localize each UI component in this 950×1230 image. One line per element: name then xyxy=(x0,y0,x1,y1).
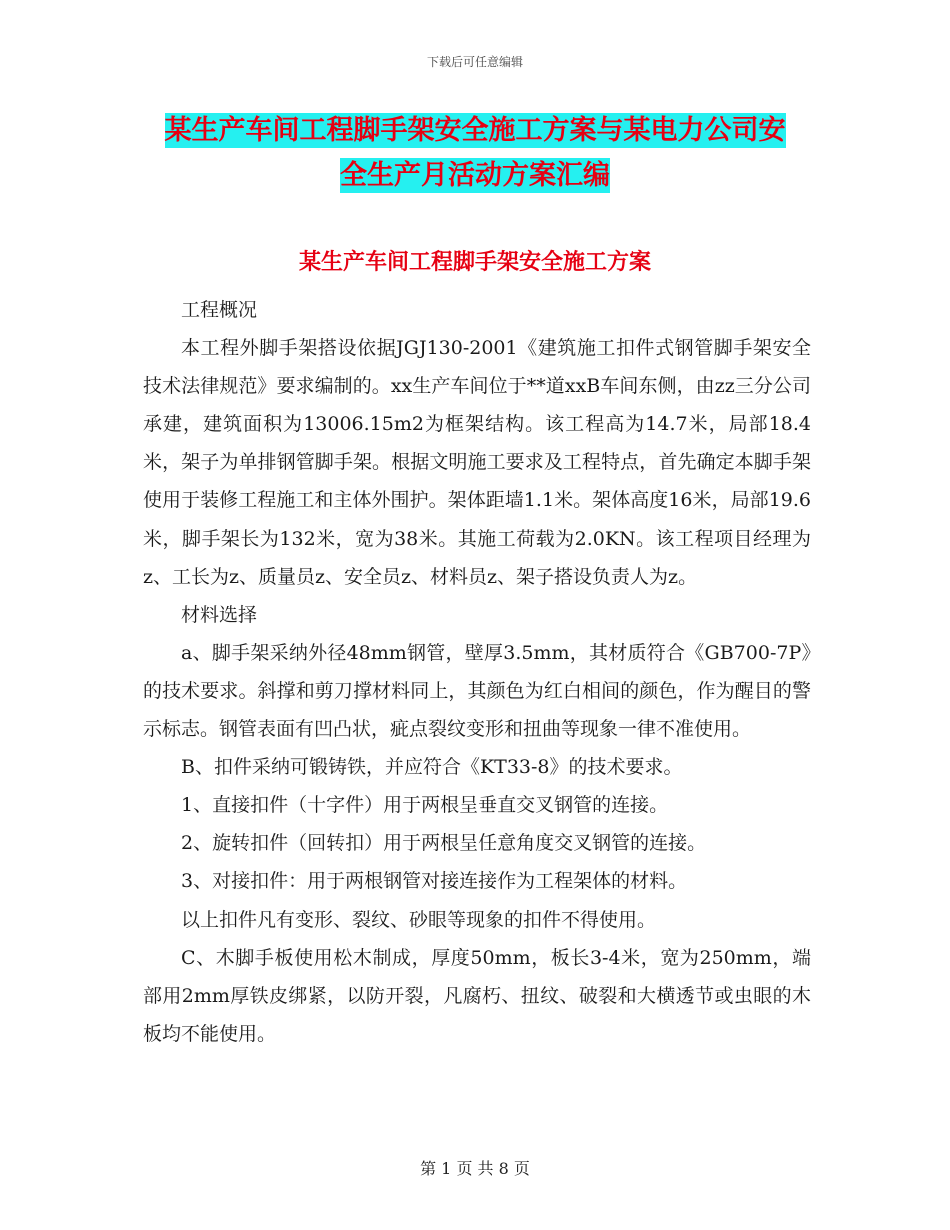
document-title-line-2 xyxy=(0,153,950,199)
title-highlight-2: 全生产月活动方案汇编 xyxy=(340,160,610,191)
paragraph: C、木脚手板使用松木制成，厚度50mm，板长3-4米，宽为250mm，端部用2mm厚铁皮绑紧，以防开裂，凡腐朽、扭纹、破裂和大横透节或虫眼的木板均不能使用。 xyxy=(143,946,811,1045)
paragraph: 1、直接扣件（十字件）用于两根呈垂直交叉钢管的连接。 xyxy=(181,794,669,817)
paragraph: B、扣件采纳可锻铸铁，并应符合《KT33-8》的技术要求。 xyxy=(181,756,683,779)
page-footer-pagination: 第 1 页 共 8 页 xyxy=(420,1159,530,1178)
section-title: 某生产车间工程脚手架安全施工方案 xyxy=(298,250,651,275)
document-title-line-1 xyxy=(0,108,950,154)
title-highlight-1: 某生产车间工程脚手架安全施工方案与某电力公司安 xyxy=(164,115,786,146)
page-header-note: 下载后可任意编辑 xyxy=(426,55,523,69)
paragraph: 2、旋转扣件（回转扣）用于两根呈任意角度交叉钢管的连接。 xyxy=(181,832,707,855)
document-body xyxy=(143,291,811,1053)
paragraph: 以上扣件凡有变形、裂纹、砂眼等现象的扣件不得使用。 xyxy=(181,908,657,931)
paragraph-heading-materials: 材料选择 xyxy=(181,603,258,626)
paragraph-heading-overview: 工程概况 xyxy=(181,299,258,321)
paragraph: 3、对接扣件：用于两根钢管对接连接作为工程架体的材料。 xyxy=(181,870,688,893)
paragraph: 本工程外脚手架搭设依据JGJ130-2001《建筑施工扣件式钢管脚手架安全技术法律规范》要求编制的。xx生产车间位于**道xxB车间东侧，由zz三分公司承建，建筑面积为13006.15m2为框架结构。该工程高为14.7米，局部18.4米，架子为单排钢管脚手架。根据文明施工要求及工程特点，首先确定本脚手架使用于装修工程施工和主体外围护。架体距墙1.1米。架体高度16米，局部19.6米，脚手架长为132米，宽为38米。其施工荷载为2.0KN。该工程项目经理为z、工长为z、质量员z、安全员z、材料员z、架子搭设负责人为z。 xyxy=(143,337,811,588)
paragraph: a、脚手架采纳外径48mm钢管，壁厚3.5mm，其材质符合《GB700-7P》的技术要求。斜撑和剪刀撑材料同上，其颜色为红白相间的颜色，作为醒目的警示标志。钢管表面有凹凸状，疵点裂纹变形和扭曲等现象一律不准使用。 xyxy=(143,641,811,741)
